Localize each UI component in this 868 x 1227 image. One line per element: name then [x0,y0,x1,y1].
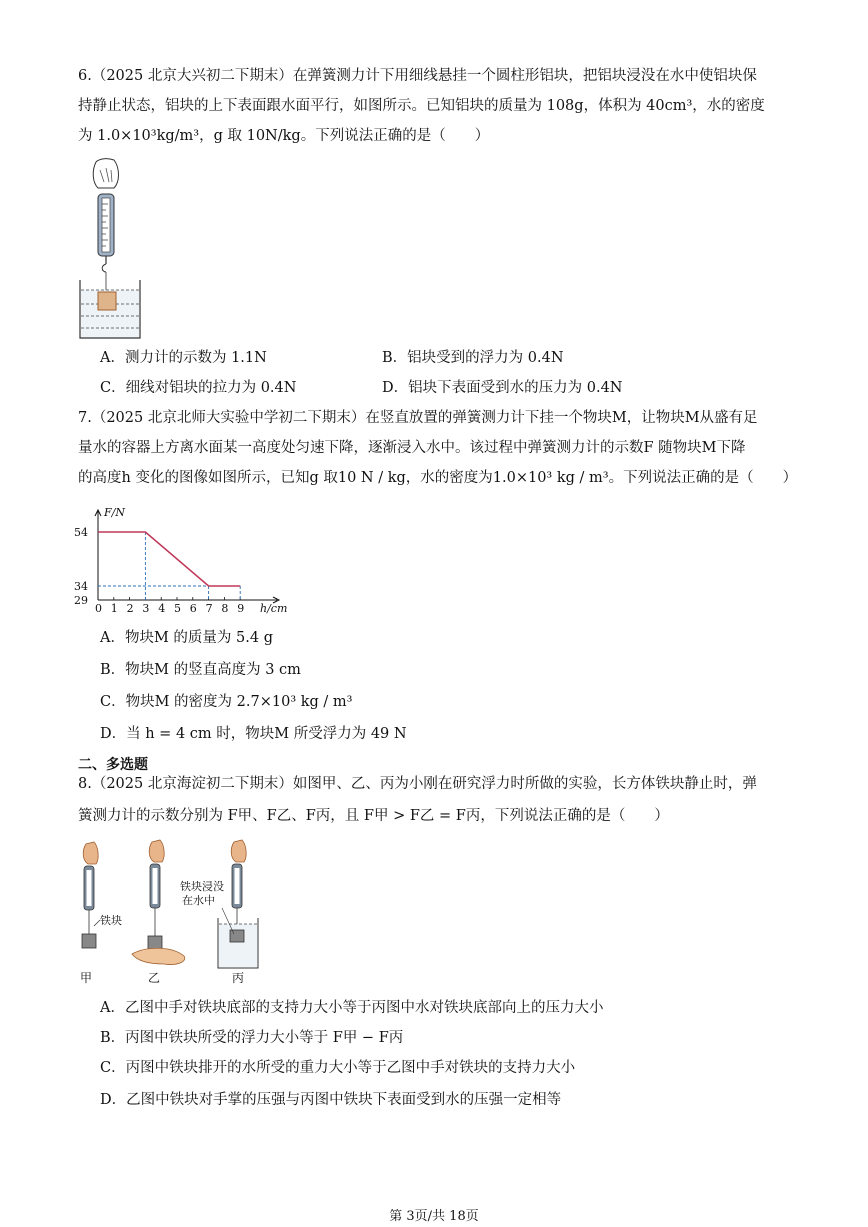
section-heading-multi-choice: 二、多选题 [78,757,148,773]
q6-stem-line2: 持静止状态，铝块的上下表面跟水面平行，如图所示。已知铝块的质量为 108g，体积为 40cm³，水的密度 [78,98,765,114]
x-tick-label: 8 [221,602,229,615]
q8-label-yi: 乙 [148,971,161,985]
q8-setup-jia [82,842,100,948]
x-tick-label: 1 [110,602,118,615]
page-footer: 第 3页/共 18页 [389,1209,479,1224]
q7-option-a: A．物块M 的质量为 5.4 g [100,630,273,646]
series-line [98,532,240,586]
x-tick-label: 4 [158,602,166,615]
x-tick-label: 2 [126,602,134,615]
q6-stem-line3: 为 1.0×10³kg/m³，g 取 10N/kg。下列说法正确的是（ ） [78,128,490,144]
x-tick-label: 6 [189,602,197,615]
x-tick-label: 3 [142,602,150,615]
x-axis-label: h/cm [260,602,288,615]
q7-force-height-chart [72,500,302,618]
q8-option-d: D．乙图中铁块对手掌的压强与丙图中铁块下表面受到水的压强一定相等 [100,1092,562,1108]
q7-option-d: D．当 h = 4 cm 时，物块M 所受浮力为 49 N [100,726,407,742]
y-axis-label: F/N [104,506,125,519]
q6-option-b: B．铝块受到的浮力为 0.4N [382,350,564,366]
q8-setup-bing [218,840,258,968]
x-tick-label: 0 [95,602,102,615]
q8-label-submerged-2: 在水中 [182,894,215,907]
y-tick-label: 29 [74,594,88,607]
x-tick-label: 9 [237,602,245,615]
q7-stem-line2: 量水的容器上方离水面某一高度处匀速下降，逐渐浸入水中。该过程中弹簧测力计的示数F 随物块M下降 [78,440,746,456]
q8-label-jia: 甲 [80,971,93,985]
x-tick-label: 5 [174,602,181,615]
q7-option-c: C．物块M 的密度为 2.7×10³ kg / m³ [100,694,353,710]
q6-option-d: D．铝块下表面受到水的压力为 0.4N [382,380,623,396]
q7-option-b: B．物块M 的竖直高度为 3 cm [100,662,301,678]
q8-option-c: C．丙图中铁块排开的水所受的重力大小等于乙图中手对铁块的支持力大小 [100,1060,576,1076]
q8-label-bing: 丙 [232,971,245,985]
q8-label-block: 铁块 [100,914,122,927]
q8-option-b: B．丙图中铁块所受的浮力大小等于 F甲 − F丙 [100,1030,404,1046]
q7-stem-line1: 7.（2025 北京北师大实验中学初二下期末）在竖直放置的弹簧测力计下挂一个物块M，让物块M从盛有足 [78,410,758,426]
q8-figure-three-setups [72,838,272,988]
q8-stem-line1: 8.（2025 北京海淀初二下期末）如图甲、乙、丙为小刚在研究浮力时所做的实验，长方体铁块静止时，弹 [78,776,757,792]
x-tick-label: 7 [205,602,213,615]
q8-option-a: A．乙图中手对铁块底部的支持力大小等于丙图中水对铁块底部向上的压力大小 [100,1000,604,1016]
y-tick-label: 54 [74,526,88,539]
y-tick-label: 34 [74,580,88,593]
q8-setup-yi [132,840,185,965]
q6-option-a: A．测力计的示数为 1.1N [100,350,267,366]
q6-figure-spring-scale-beaker [78,156,144,340]
q7-stem-line3: 的高度h 变化的图像如图所示，已知g 取10 N / kg，水的密度为1.0×10³ kg / m³。下列说法正确的是（ ） [78,470,798,486]
q6-stem-line1: 6.（2025 北京大兴初二下期末）在弹簧测力计下用细线悬挂一个圆柱形铝块，把铝块浸没在水中使铝块保 [78,68,757,84]
q8-label-submerged-1: 铁块浸没 [180,880,224,893]
q8-stem-line2: 簧测力计的示数分别为 F甲、F乙、F丙，且 F甲 > F乙 = F丙，下列说法正确的是（ ） [78,808,669,824]
q6-option-c: C．细线对铝块的拉力为 0.4N [100,380,297,396]
